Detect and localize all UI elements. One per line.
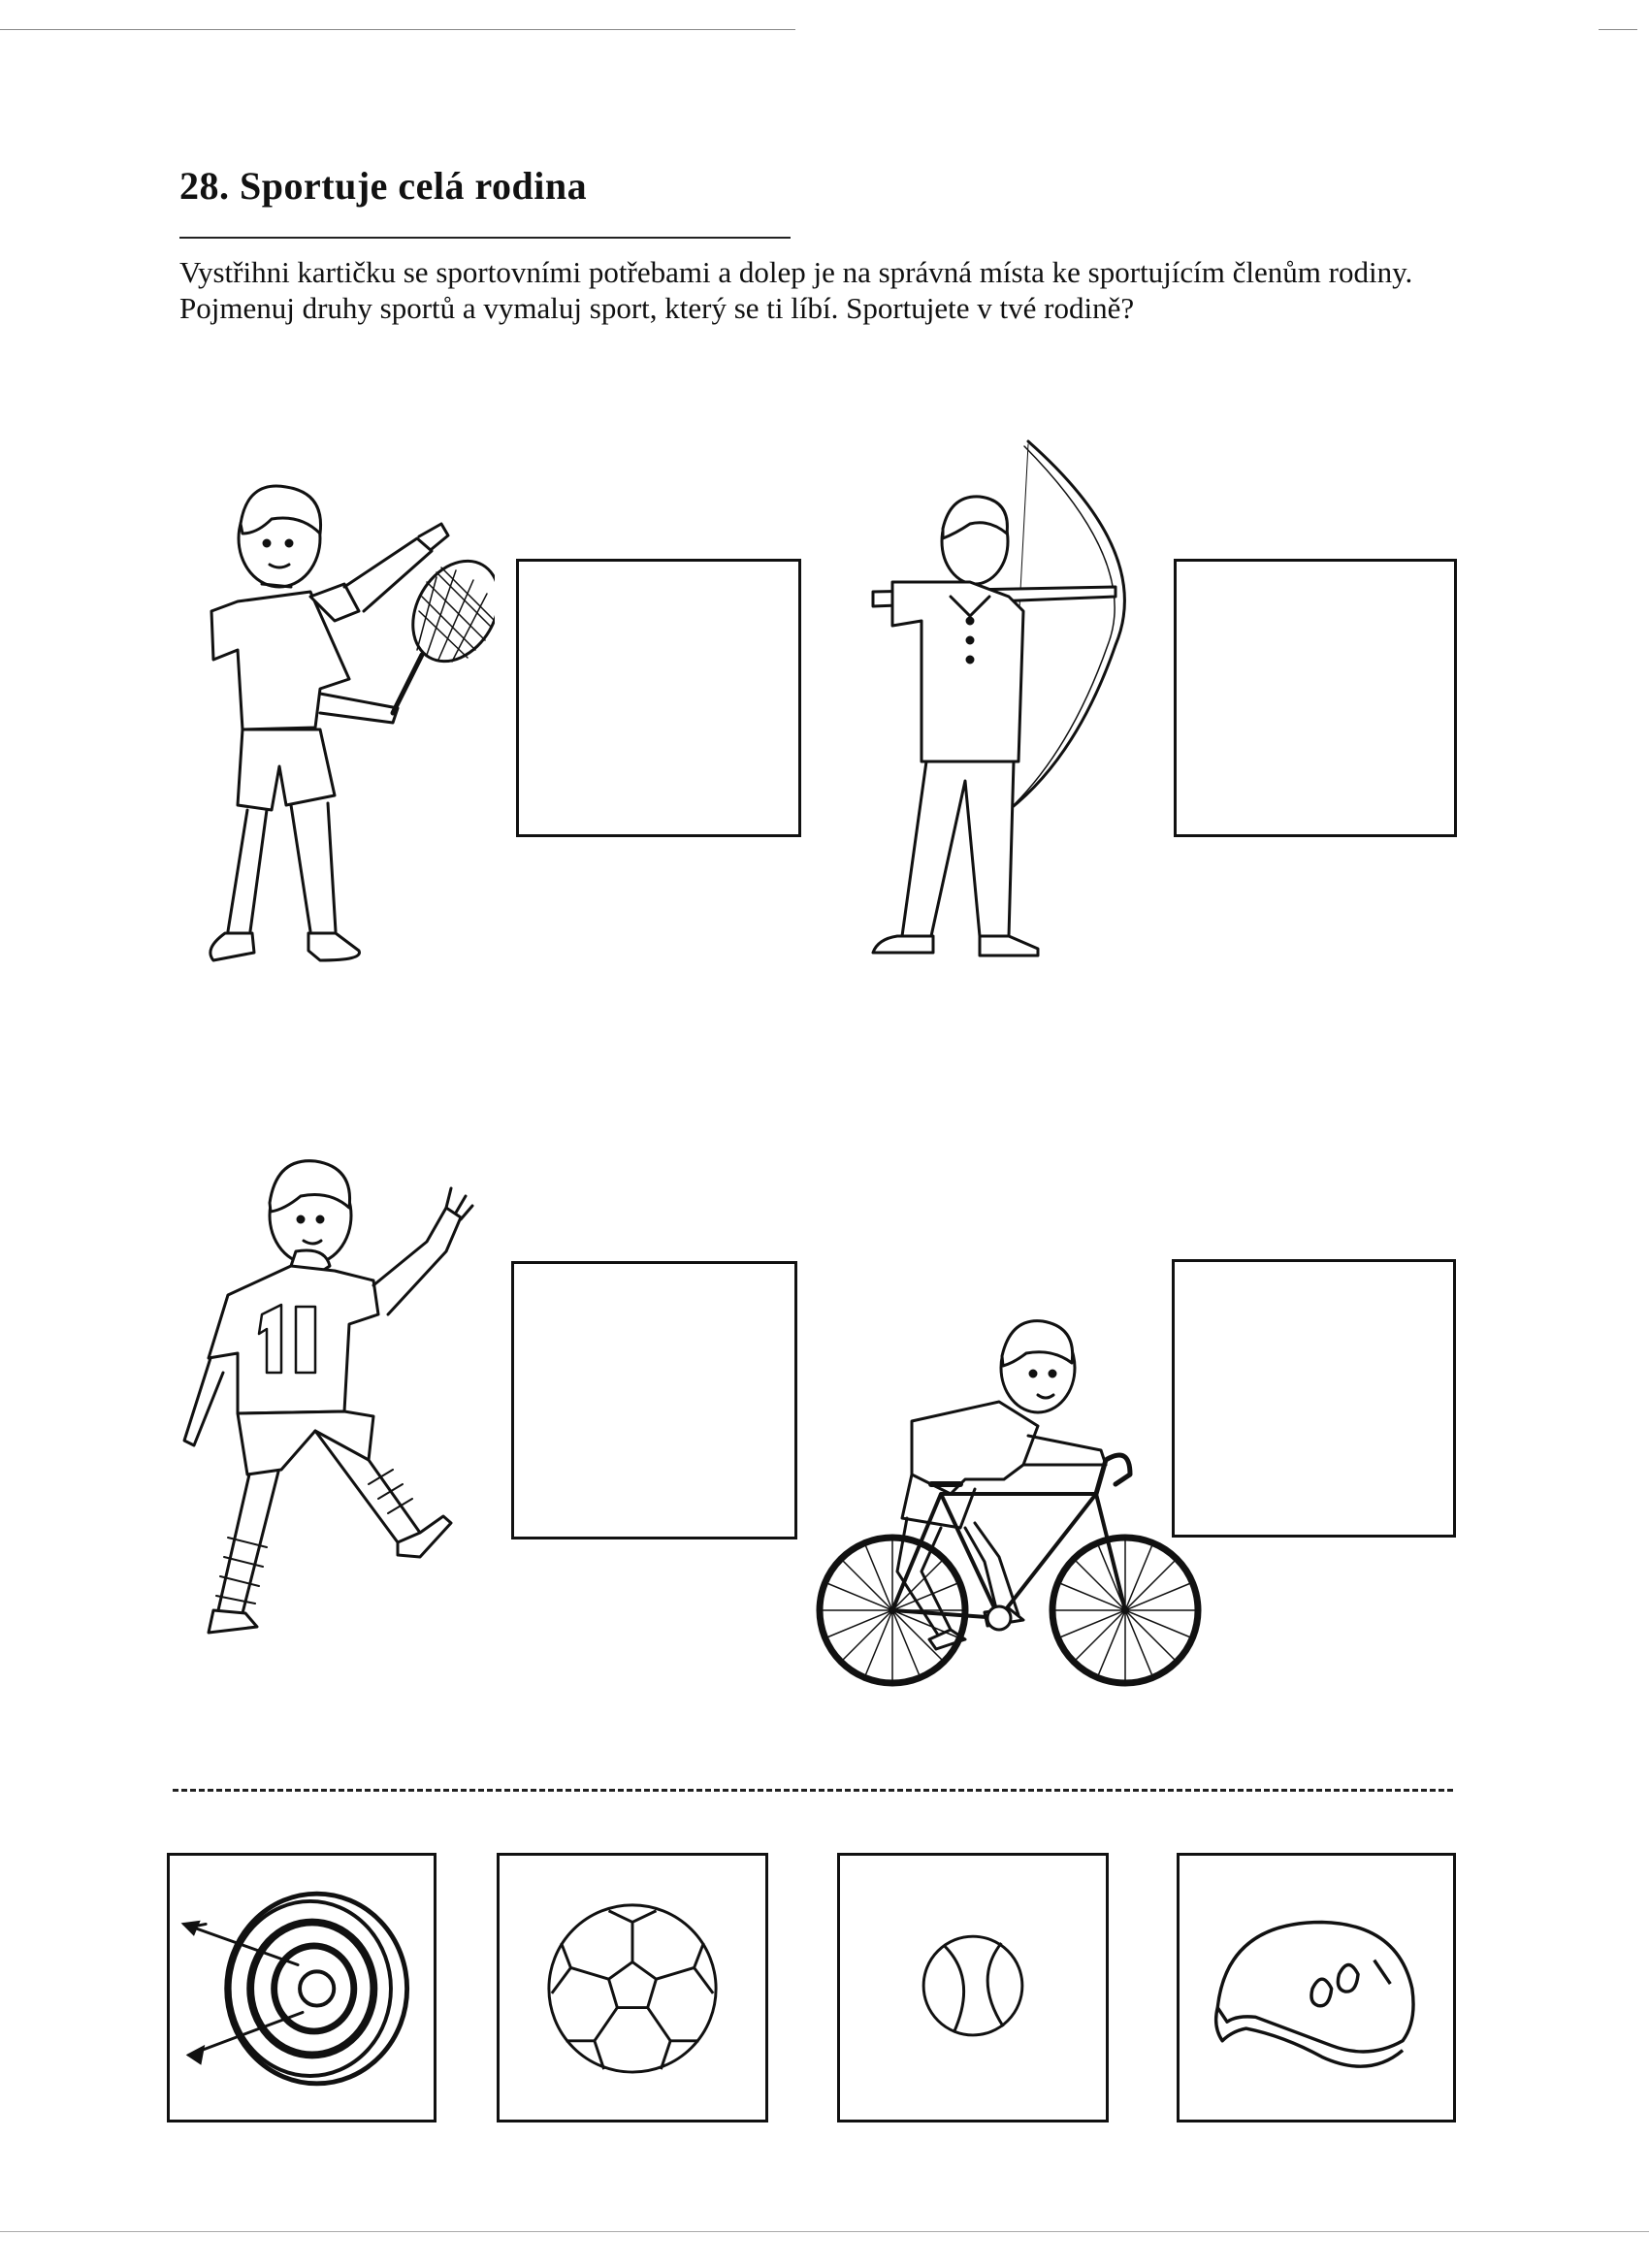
answer-box-3[interactable] [511,1261,797,1539]
page-title: 28. Sportuje celá rodina [179,164,588,208]
footballer-figure [170,1150,500,1639]
cyclist-figure [805,1310,1222,1698]
answer-box-2[interactable] [1174,559,1457,837]
card-soccer-ball[interactable] [497,1853,768,2122]
tennis-player-figure [165,475,495,970]
bike-helmet-icon [1180,1856,1453,2120]
answer-box-4[interactable] [1172,1259,1456,1538]
cut-line [173,1789,1453,1792]
card-tennis-ball[interactable] [837,1853,1109,2122]
instructions: Vystřihni kartičku se sportovními potřebami a dolep je na správná místa ke sportujícím členům rodiny. Pojmenuj druhy sportů a vymaluj sport, který se ti líbí. Sportujete v tvé rodině? [179,255,1413,325]
title-rule [179,237,791,239]
scan-edge-line [1599,29,1637,30]
archer-figure [854,437,1145,965]
target-icon [170,1856,434,2120]
soccer-ball-icon [500,1856,765,2120]
card-target[interactable] [167,1853,436,2122]
scan-edge-line [0,29,795,30]
scan-edge-line [0,2231,1649,2232]
answer-box-1[interactable] [516,559,801,837]
tennis-ball-icon [840,1856,1106,2120]
card-bike-helmet[interactable] [1177,1853,1456,2122]
